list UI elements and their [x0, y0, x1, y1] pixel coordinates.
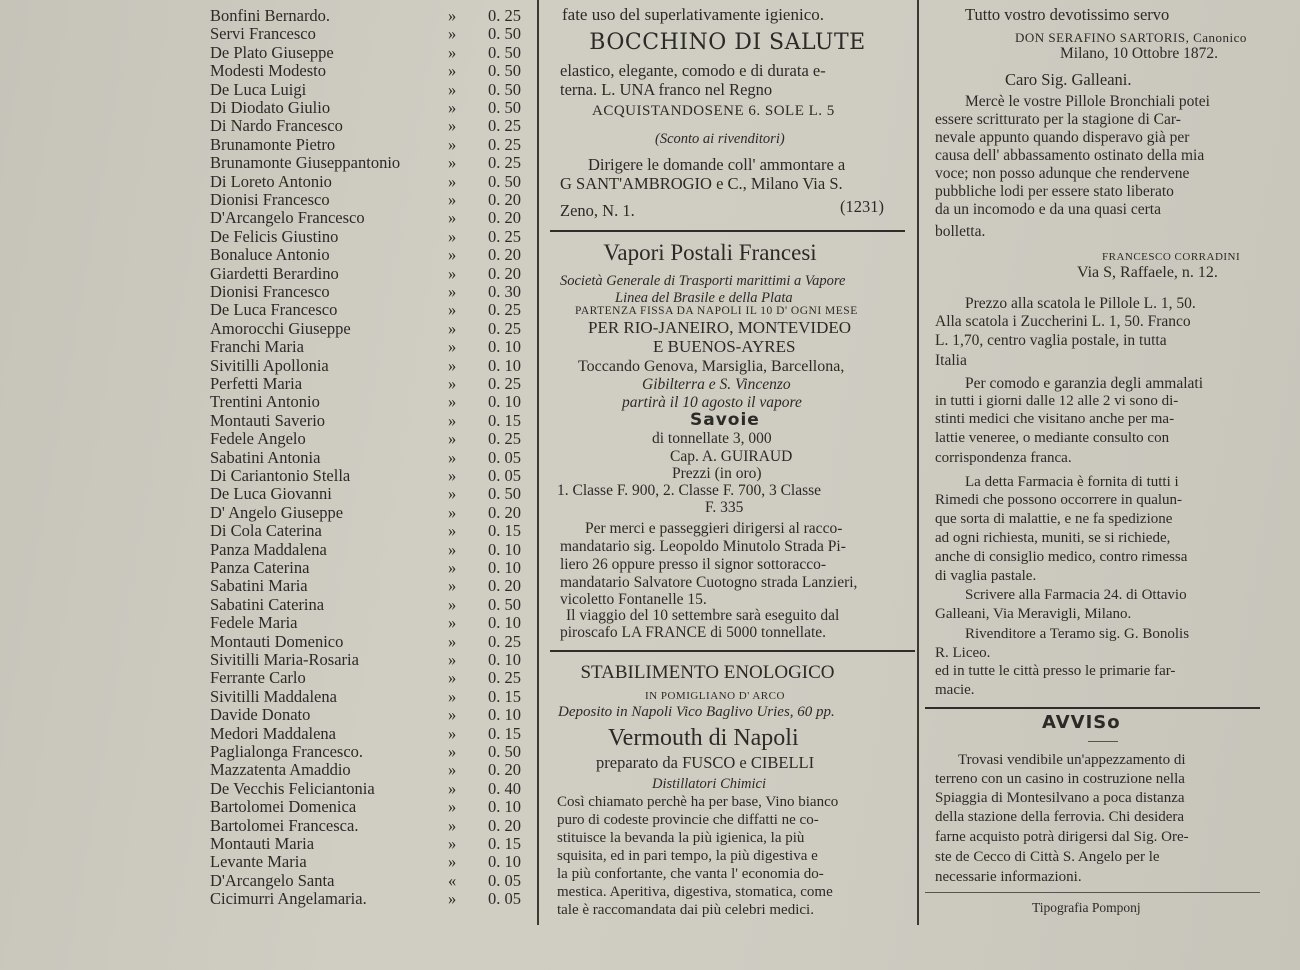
- donor-name: Montauti Domenico: [210, 631, 344, 651]
- ditto-mark: »: [448, 42, 457, 62]
- ad-text-line: Distillatori Chimici: [652, 776, 766, 792]
- letter-text: nevale appunto quando disperavo già per: [935, 129, 1190, 146]
- letter-text: da un incomodo e da una quasi certa: [935, 201, 1161, 218]
- section-divider: [550, 230, 905, 232]
- donor-name: Levante Maria: [210, 852, 307, 872]
- ditto-mark: »: [448, 889, 457, 909]
- donation-amount: 0. 10: [488, 650, 521, 669]
- list-item: [150, 412, 535, 430]
- donor-name: Amorocchi Giuseppe: [210, 318, 351, 338]
- list-item: [150, 338, 535, 356]
- column-rule-left: [537, 0, 539, 925]
- list-item: [150, 301, 535, 319]
- info-text: lattie veneree, o mediante consulto con: [935, 430, 1170, 446]
- donor-name: Fedele Maria: [210, 613, 298, 633]
- letters-column: [920, 0, 1300, 970]
- list-item: [150, 577, 535, 595]
- donor-name: Sivitilli Apollonia: [210, 355, 329, 375]
- ditto-mark: »: [448, 61, 457, 81]
- section-divider: [925, 707, 1260, 709]
- bocchino-intro: fate uso del superlativamente igienico.: [562, 5, 824, 24]
- donation-amount: 0. 25: [488, 300, 521, 320]
- donation-amount: 0. 20: [488, 502, 521, 522]
- list-item: [150, 817, 535, 835]
- info-text: Per comodo e garanzia degli ammalati: [965, 375, 1204, 392]
- ditto-mark: »: [448, 447, 457, 467]
- ditto-mark: »: [448, 282, 457, 301]
- ditto-mark: »: [448, 190, 457, 209]
- donor-name: Bartolomei Francesca.: [210, 815, 359, 835]
- ditto-mark: »: [448, 392, 457, 412]
- ditto-mark: »: [448, 760, 457, 780]
- donor-name: Di Cola Caterina: [210, 521, 322, 541]
- donor-name: Sivitilli Maria-Rosaria: [210, 650, 359, 669]
- list-item: [150, 25, 535, 43]
- donation-amount: 0. 10: [488, 558, 521, 577]
- list-item: [150, 173, 535, 191]
- list-item: [150, 725, 535, 743]
- ditto-mark: »: [448, 742, 457, 761]
- donor-name: Panza Caterina: [210, 558, 310, 577]
- section-divider: [550, 650, 915, 652]
- ad-number: (1231): [840, 197, 884, 216]
- donation-amount: 0. 25: [488, 226, 521, 246]
- donation-amount: 0. 50: [488, 42, 521, 62]
- list-item: [150, 485, 535, 503]
- avviso-rule: [1088, 741, 1118, 742]
- ad-text-line: preparato da FUSCO e CIBELLI: [596, 753, 815, 772]
- donor-name: De Luca Luigi: [210, 79, 307, 99]
- donor-name: Di Loreto Antonio: [210, 171, 332, 191]
- donation-amount: 0. 25: [488, 631, 521, 651]
- donation-amount: 0. 05: [488, 447, 521, 467]
- donation-amount: 0. 30: [488, 282, 521, 301]
- info-text: ad ogni richiesta, muniti, se si richiede,: [935, 530, 1171, 546]
- donor-name: Paglialonga Francesco.: [210, 742, 364, 761]
- ditto-mark: »: [448, 79, 457, 99]
- donor-name: Montauti Maria: [210, 834, 315, 853]
- donation-amount: 0. 15: [488, 834, 521, 853]
- ad-text-line: Linea del Brasile e della Plata: [615, 290, 793, 306]
- donation-amount: 0. 05: [488, 466, 521, 485]
- price-text: Alla scatola i Zuccherini L. 1, 50. Franco: [935, 313, 1191, 330]
- donation-amount: 0. 20: [488, 576, 521, 596]
- ad-text-line: Gibilterra e S. Vincenzo: [642, 376, 791, 393]
- ad-text-line: piroscafo LA FRANCE di 5000 tonnellate.: [560, 624, 827, 641]
- donation-amount: 0. 40: [488, 778, 521, 798]
- donation-amount: 0. 05: [488, 889, 521, 909]
- list-item: [150, 504, 535, 522]
- list-item: [150, 633, 535, 651]
- ship-name: Savoie: [690, 410, 760, 430]
- list-item: [150, 81, 535, 99]
- donor-name: Perfetti Maria: [210, 374, 303, 393]
- ad-text-line: vicoletto Fontanelle 15.: [560, 591, 707, 608]
- ad-text-line: squisita, ed in pari tempo, la più digestiva e: [557, 848, 818, 864]
- donation-amount: 0. 20: [488, 208, 521, 228]
- donation-amount: 0. 20: [488, 245, 521, 265]
- list-item: [150, 283, 535, 301]
- donation-amount: 0. 10: [488, 852, 521, 872]
- donation-amount: 0. 25: [488, 318, 521, 338]
- donation-amount: 0. 15: [488, 521, 521, 541]
- list-item: [150, 62, 535, 80]
- avviso-text: necessarie informazioni.: [935, 869, 1082, 885]
- donor-name: Franchi Maria: [210, 337, 304, 357]
- ditto-mark: »: [448, 484, 457, 504]
- donor-name: Trentini Antonio: [210, 392, 320, 412]
- price-text: Italia: [935, 352, 967, 369]
- ditto-mark: »: [448, 613, 457, 633]
- donation-amount: 0. 05: [488, 870, 521, 890]
- ditto-mark: »: [448, 153, 457, 173]
- ad-text-line: terna. L. UNA franco nel Regno: [560, 80, 773, 99]
- ad-text-line: partirà il 10 agosto il vapore: [622, 394, 802, 411]
- ditto-mark: »: [448, 650, 457, 669]
- ditto-mark: »: [448, 466, 457, 485]
- letter-text: essere scritturato per la stagione di Car-: [935, 111, 1181, 128]
- ditto-mark: »: [448, 797, 457, 817]
- ditto-mark: »: [448, 815, 457, 835]
- letter-text: voce; non posso adunque che rendervene: [935, 165, 1190, 182]
- donation-amount: 0. 25: [488, 116, 521, 136]
- donation-amount: 0. 50: [488, 98, 521, 117]
- letter-text: Tutto vostro devotissimo servo: [965, 5, 1170, 24]
- info-text: anche di consiglio medico, contro rimessa: [935, 549, 1188, 565]
- ad-text-line: PARTENZA FISSA DA NAPOLI IL 10 D' OGNI MESE: [575, 305, 858, 317]
- donor-name: Panza Maddalena: [210, 539, 327, 559]
- letter-text: Mercè le vostre Pillole Bronchiali potei: [965, 93, 1210, 110]
- printer-imprint: Tipografia Pomponj: [1032, 900, 1141, 915]
- ditto-mark: »: [448, 226, 457, 246]
- info-text: stinti medici che visitano anche per ma-: [935, 411, 1175, 427]
- list-item: [150, 688, 535, 706]
- donation-amount: 0. 10: [488, 797, 521, 817]
- ditto-mark: »: [448, 116, 457, 136]
- avviso-title: AVVISo: [1042, 712, 1121, 733]
- donor-name: Cicimurri Angelamaria.: [210, 889, 367, 909]
- ditto-mark: »: [448, 98, 457, 117]
- ad-text-line: Toccando Genova, Marsiglia, Barcellona,: [578, 358, 845, 375]
- list-item: [150, 651, 535, 669]
- ad-text-line: di tonnellate 3, 000: [652, 430, 772, 447]
- ad-text-line: (Sconto ai rivenditori): [655, 131, 785, 147]
- ad-text-line: Per merci e passeggieri dirigersi al racco-: [585, 520, 843, 537]
- list-item: [150, 191, 535, 209]
- ditto-mark: »: [448, 337, 457, 357]
- info-text: ed in tutte le città presso le primarie far-: [935, 663, 1176, 679]
- letter-signature: DON SERAFINO SARTORIS, Canonico: [1015, 30, 1247, 45]
- donor-name: Brunamonte Giuseppantonio: [210, 153, 401, 173]
- ditto-mark: »: [448, 834, 457, 853]
- donation-amount: 0. 20: [488, 190, 521, 209]
- list-item: [150, 99, 535, 117]
- donation-amount: 0. 25: [488, 134, 521, 154]
- ditto-mark: »: [448, 374, 457, 393]
- donation-amount: 0. 15: [488, 723, 521, 743]
- donation-amount: 0. 50: [488, 24, 521, 44]
- ad-text-line: Prezzi (in oro): [672, 465, 762, 482]
- list-item: [150, 761, 535, 779]
- ad-text-line: liero 26 oppure presso il signor sottoracco-: [560, 556, 827, 573]
- donor-name: De Plato Giuseppe: [210, 42, 334, 62]
- ad-text-line: 1. Classe F. 900, 2. Classe F. 700, 3 Classe: [557, 482, 822, 499]
- info-text: R. Liceo.: [935, 645, 991, 661]
- donor-list-column: [150, 0, 535, 970]
- donor-name: Sivitilli Maddalena: [210, 686, 337, 706]
- list-item: [150, 596, 535, 614]
- donor-name: Sabatini Caterina: [210, 594, 325, 614]
- list-item: [150, 154, 535, 172]
- section-divider: [925, 892, 1260, 893]
- donor-name: Di Diodato Giulio: [210, 98, 331, 117]
- donor-name: Medori Maddalena: [210, 723, 336, 743]
- list-item: [150, 743, 535, 761]
- donation-amount: 0. 25: [488, 429, 521, 449]
- ditto-mark: »: [448, 852, 457, 872]
- ad-text-line: E BUENOS-AYRES: [653, 337, 796, 356]
- ditto-mark: »: [448, 318, 457, 338]
- ditto-mark: »: [448, 576, 457, 596]
- letter-date: Milano, 10 Ottobre 1872.: [1060, 45, 1218, 62]
- list-item: [150, 265, 535, 283]
- donor-name: Giardetti Berardino: [210, 263, 339, 283]
- vermouth-title: Vermouth di Napoli: [608, 725, 799, 751]
- donation-amount: 0. 20: [488, 263, 521, 283]
- ditto-mark: »: [448, 686, 457, 706]
- info-text: La detta Farmacia è fornita di tutti i: [965, 474, 1179, 490]
- ditto-mark: »: [448, 778, 457, 798]
- ditto-mark: »: [448, 300, 457, 320]
- donor-name: Dionisi Francesco: [210, 282, 330, 301]
- donor-name: Sabatini Maria: [210, 576, 308, 596]
- info-text: Galleani, Via Meravigli, Milano.: [935, 606, 1132, 622]
- list-item: [150, 117, 535, 135]
- info-text: macie.: [935, 682, 975, 698]
- ad-text-line: Il viaggio del 10 settembre sarà eseguito dal: [566, 607, 840, 624]
- ditto-mark: »: [448, 208, 457, 228]
- column-rule-right: [917, 0, 919, 925]
- ditto-mark: »: [448, 539, 457, 559]
- ad-text-line: G SANT'AMBROGIO e C., Milano Via S.: [560, 174, 843, 193]
- list-item: [150, 614, 535, 632]
- donation-amount: 0. 20: [488, 760, 521, 780]
- ad-text-line: Cap. A. GUIRAUD: [670, 448, 793, 465]
- letter-signature: FRANCESCO CORRADINI: [1102, 251, 1241, 263]
- list-item: [150, 890, 535, 908]
- letter-address: Via S, Raffaele, n. 12.: [1077, 264, 1218, 281]
- donation-amount: 0. 10: [488, 392, 521, 412]
- ditto-mark: »: [448, 631, 457, 651]
- ditto-mark: »: [448, 429, 457, 449]
- avviso-text: ste de Cecco di Città S. Angelo per le: [935, 849, 1160, 865]
- donation-amount: 0. 10: [488, 337, 521, 357]
- donation-amount: 0. 50: [488, 79, 521, 99]
- donor-name: Di Nardo Francesco: [210, 116, 343, 136]
- ad-text-line: Dirigere le domande coll' ammontare a: [588, 155, 846, 174]
- list-item: [150, 430, 535, 448]
- ditto-mark: »: [448, 355, 457, 375]
- list-item: [150, 246, 535, 264]
- donor-name: D'Arcangelo Francesco: [210, 208, 365, 228]
- list-item: [150, 136, 535, 154]
- ad-text-line: Zeno, N. 1.: [560, 201, 635, 220]
- info-text: di vaglia pastale.: [935, 568, 1037, 584]
- donor-name: Fedele Angelo: [210, 429, 306, 449]
- donor-name: D'Arcangelo Santa: [210, 870, 335, 890]
- list-item: [150, 541, 535, 559]
- ad-text-line: Deposito in Napoli Vico Baglivo Uries, 60 pp.: [558, 704, 835, 720]
- donor-name: Brunamonte Pietro: [210, 134, 336, 154]
- list-item: [150, 853, 535, 871]
- avviso-text: Spiaggia di Montesilvano a poca distanza: [935, 790, 1185, 806]
- ad-text-line: IN POMIGLIANO D' ARCO: [645, 690, 785, 702]
- enologico-title: STABILIMENTO ENOLOGICO: [580, 662, 835, 683]
- list-item: [150, 872, 535, 890]
- ad-text-line: mestica. Aperitiva, digestiva, stomatica, come: [557, 884, 833, 900]
- ad-text-line: mandatario Salvatore Cuotogno strada Lanzieri,: [560, 574, 858, 591]
- letter-salutation: Caro Sig. Galleani.: [1005, 70, 1132, 89]
- list-item: [150, 44, 535, 62]
- list-item: [150, 559, 535, 577]
- list-item: [150, 780, 535, 798]
- ditto-mark: »: [448, 410, 457, 430]
- info-text: Rivenditore a Teramo sig. G. Bonolis: [965, 626, 1190, 642]
- donor-name: De Vecchis Feliciantonia: [210, 778, 375, 798]
- info-text: corrispondenza franca.: [935, 450, 1072, 466]
- list-item: [150, 375, 535, 393]
- donor-name: Sabatini Antonia: [210, 447, 321, 467]
- donation-amount: 0. 50: [488, 171, 521, 191]
- avviso-text: terreno con un casino in costruzione nella: [935, 771, 1185, 787]
- ditto-mark: »: [448, 521, 457, 541]
- info-text: que sorta di malattie, e ne fa spedizione: [935, 511, 1173, 527]
- ad-text-line: PER RIO-JANEIRO, MONTEVIDEO: [588, 318, 852, 337]
- list-item: [150, 798, 535, 816]
- avviso-text: Trovasi vendibile un'appezzamento di: [958, 752, 1186, 768]
- donation-amount: 0. 50: [488, 742, 521, 761]
- donor-name: Dionisi Francesco: [210, 190, 330, 209]
- donor-name: Di Cariantonio Stella: [210, 466, 351, 485]
- donor-name: De Luca Francesco: [210, 300, 338, 320]
- donation-amount: 0. 50: [488, 61, 521, 81]
- ad-text-line: Società Generale di Trasporti marittimi a Vapore: [560, 273, 846, 289]
- ditto-mark: »: [448, 245, 457, 265]
- donation-amount: 0. 25: [488, 374, 521, 393]
- list-item: [150, 357, 535, 375]
- price-text: L. 1,70, centro vaglia postale, in tutta: [935, 332, 1167, 349]
- list-item: [150, 228, 535, 246]
- donation-amount: 0. 50: [488, 594, 521, 614]
- donor-name: Modesti Modesto: [210, 61, 326, 81]
- ditto-mark: »: [448, 558, 457, 577]
- donor-name: Davide Donato: [210, 705, 311, 725]
- ad-text-line: la più confortante, che vanta l' economia do-: [557, 866, 824, 882]
- info-text: Scrivere alla Farmacia 24. di Ottavio: [965, 587, 1187, 603]
- donation-amount: 0. 10: [488, 613, 521, 633]
- ad-text-line: puro di codeste provincie che diffatti ne co-: [557, 812, 819, 828]
- donor-name: Mazzatenta Amaddio: [210, 760, 351, 780]
- list-item: [150, 7, 535, 25]
- donor-name: De Luca Giovanni: [210, 484, 332, 504]
- list-item: [150, 320, 535, 338]
- ad-text-line: elastico, elegante, comodo e di durata e-: [560, 61, 826, 80]
- donation-amount: 0. 10: [488, 539, 521, 559]
- avviso-text: della stazione della ferrovia. Chi desidera: [935, 809, 1185, 825]
- ditto-mark: »: [448, 134, 457, 154]
- list-item: [150, 706, 535, 724]
- donation-amount: 0. 10: [488, 705, 521, 725]
- donor-name: Bartolomei Domenica: [210, 797, 357, 817]
- donation-amount: 0. 25: [488, 153, 521, 173]
- bocchino-title: BOCCHINO DI SALUTE: [589, 30, 866, 55]
- donation-amount: 0. 25: [488, 6, 521, 25]
- ditto-mark: »: [448, 502, 457, 522]
- donor-name: D' Angelo Giuseppe: [210, 502, 344, 522]
- donor-name: De Felicis Giustino: [210, 226, 339, 246]
- donor-name: Bonaluce Antonio: [210, 245, 330, 265]
- donation-amount: 0. 25: [488, 668, 521, 688]
- vapori-title: Vapori Postali Francesi: [603, 240, 817, 265]
- info-text: in tutti i giorni dalle 12 alle 2 vi sono di-: [935, 393, 1179, 409]
- ad-text-line: mandatario sig. Leopoldo Minutolo Strada Pi-: [560, 538, 846, 555]
- avviso-text: farne acquisto potrà dirigersi dal Sig. Ore-: [935, 829, 1189, 845]
- donor-name: Montauti Saverio: [210, 410, 326, 430]
- ditto-mark: »: [448, 668, 457, 688]
- price-text: Prezzo alla scatola le Pillole L. 1, 50.: [965, 295, 1196, 312]
- ad-text-line: F. 335: [705, 499, 744, 516]
- ditto-mark: »: [448, 723, 457, 743]
- ditto-mark: »: [448, 171, 457, 191]
- list-item: [150, 522, 535, 540]
- ditto-mark: »: [448, 6, 457, 25]
- list-item: [150, 835, 535, 853]
- donor-name: Bonfini Bernardo.: [210, 6, 331, 25]
- ditto-mark: »: [448, 263, 457, 283]
- list-item: [150, 393, 535, 411]
- donation-amount: 0. 50: [488, 484, 521, 504]
- list-item: [150, 669, 535, 687]
- letter-text: causa dell' abbassamento ostinato della mia: [935, 147, 1205, 164]
- donation-amount: 0. 15: [488, 686, 521, 706]
- info-text: Rimedi che possono occorrere in qualun-: [935, 492, 1183, 508]
- donation-amount: 0. 15: [488, 410, 521, 430]
- ditto-mark: »: [448, 594, 457, 614]
- donor-name: Ferrante Carlo: [210, 668, 306, 688]
- list-item: [150, 467, 535, 485]
- letter-text: pubbliche lodi per essere stato liberato: [935, 183, 1174, 200]
- ditto-mark: »: [448, 705, 457, 725]
- ad-text-line: stituisce la bevanda la più igienica, la più: [557, 830, 805, 846]
- advertisements-column: [540, 0, 915, 970]
- donation-amount: 0. 10: [488, 355, 521, 375]
- ad-text-line: tale è raccomandata dai più celebri medici.: [557, 902, 814, 918]
- donor-name: Servi Francesco: [210, 24, 316, 44]
- ad-text-line: Così chiamato perchè ha per base, Vino bianco: [557, 794, 839, 810]
- donation-amount: 0. 20: [488, 815, 521, 835]
- list-item: [150, 449, 535, 467]
- ditto-mark: »: [448, 24, 457, 44]
- ditto-mark: «: [448, 870, 457, 890]
- letter-text: bolletta.: [935, 223, 986, 240]
- list-item: [150, 209, 535, 227]
- ad-text-line: ACQUISTANDOSENE 6. SOLE L. 5: [592, 103, 835, 119]
